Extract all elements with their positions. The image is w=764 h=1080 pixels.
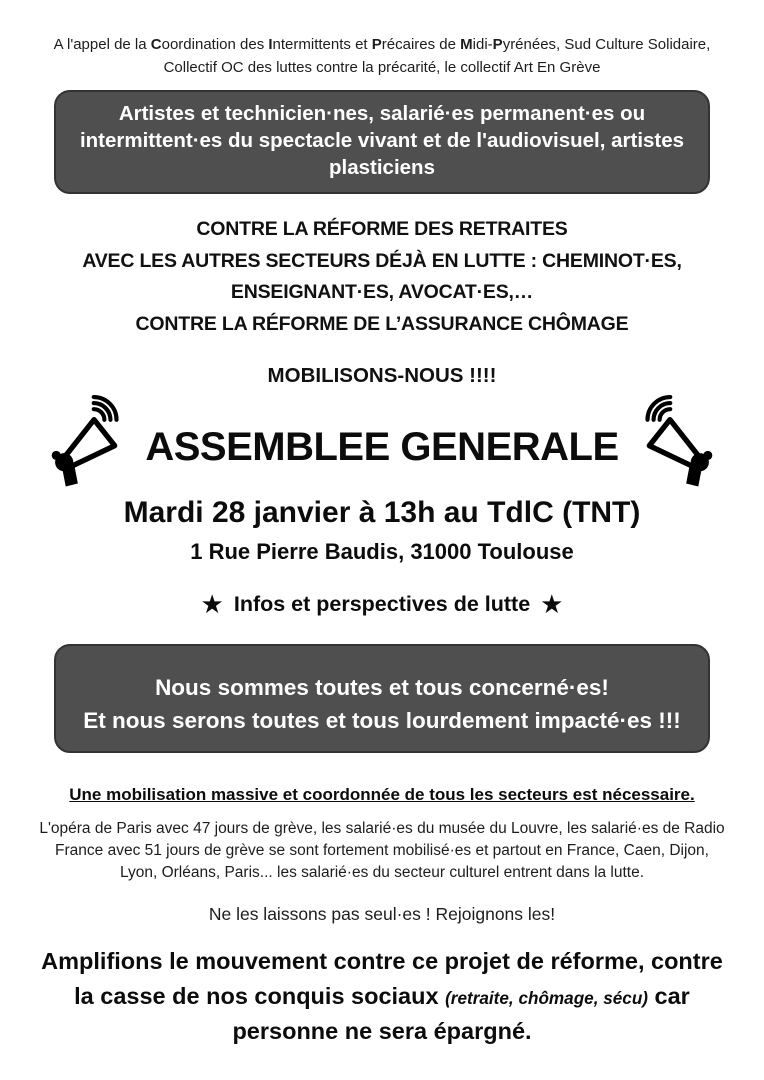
concern-banner-line-2: Et nous serons toutes et tous lourdement impacté·es !!! (83, 708, 681, 734)
assembly-title: ASSEMBLEE GENERALE (145, 424, 619, 469)
slogan-line: CONTRE LA RÉFORME DE L’ASSURANCE CHÔMAGE (135, 312, 629, 335)
event-address-line: 1 Rue Pierre Baudis, 31000 Toulouse (190, 539, 574, 565)
appel-text (36, 34, 728, 79)
slogans-block (36, 214, 728, 340)
slogan-line: AVEC LES AUTRES SECTEURS DÉJÀ EN LUTTE : CHEMINOT·ES, (82, 249, 682, 272)
appel-line-1: A l'appel de la Coordination des Intermittents et Précaires de Midi-Pyrénées, Sud Culture Solidaire, (53, 36, 711, 53)
appel-line-2: Collectif OC des luttes contre la précarité, le collectif Art En Grève (163, 58, 601, 76)
context-paragraph: L'opéra de Paris avec 47 jours de grève, les salarié·es du musée du Louvre, les salarié·es de Radio France avec 51 jours de grève se sont fortement mobilisé·es et partout en France, Caen, Dijon, Lyon, Orléans, Paris... les salarié·es du secteur culturel entrent dans la lutte. (39, 819, 725, 882)
star-icon: ★ (540, 589, 564, 620)
audience-banner (54, 90, 710, 194)
event-date-line: Mardi 28 janvier à 13h au TdlC (TNT) (123, 496, 641, 530)
audience-banner-text: Artistes et technicien·nes, salarié·es permanent·es ou intermittent·es du spectacle vivant et de l'audiovisuel, artistes plasticiens (79, 102, 685, 180)
megaphone-icon (621, 394, 721, 488)
amplify-paragraph: Amplifions le mouvement contre ce projet de réforme, contre la casse de nos conquis sociaux (retraite, chômage, sécu) car personne ne sera épargné. (41, 947, 723, 1045)
join-line: Ne les laissons pas seul·es ! Rejoignons les! (208, 903, 556, 924)
mobilisons-line: MOBILISONS-NOUS !!!! (267, 364, 497, 388)
star-icon: ★ (200, 589, 224, 620)
megaphone-icon (43, 394, 143, 488)
assembly-title-row (36, 400, 728, 494)
concern-banner (54, 644, 710, 752)
necessity-line: Une mobilisation massive et coordonnée de tous les secteurs est nécessaire. (69, 784, 695, 804)
infos-line: Infos et perspectives de lutte (233, 592, 531, 617)
infos-line-row (36, 589, 728, 620)
concern-banner-line-1: Nous sommes toutes et tous concerné·es! (155, 675, 609, 701)
slogan-line: CONTRE LA RÉFORME DES RETRAITES (196, 218, 568, 241)
slogan-line: ENSEIGNANT·ES, AVOCAT·ES,… (230, 281, 534, 304)
